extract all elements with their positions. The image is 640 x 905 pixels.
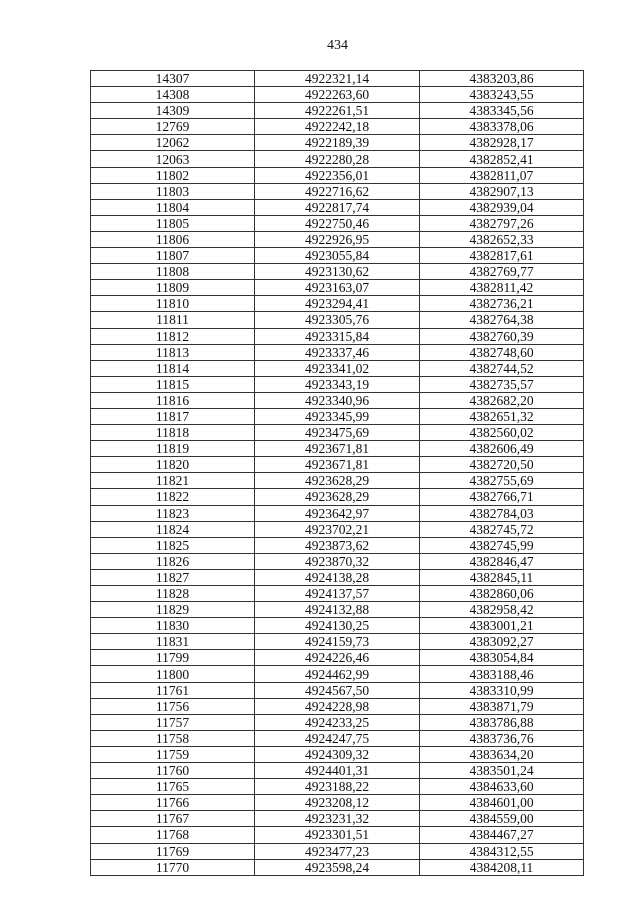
point-id-cell: 12062 xyxy=(91,135,255,151)
x-coordinate-cell: 4922261,51 xyxy=(255,103,420,119)
point-id-cell: 11809 xyxy=(91,280,255,296)
y-coordinate-cell: 4384601,00 xyxy=(420,795,584,811)
table-row xyxy=(91,473,584,489)
y-coordinate-cell: 4384633,60 xyxy=(420,779,584,795)
point-id-cell: 11768 xyxy=(91,827,255,843)
point-id-cell: 11807 xyxy=(91,248,255,264)
x-coordinate-cell: 4922280,28 xyxy=(255,151,420,167)
point-id-cell: 11808 xyxy=(91,264,255,280)
x-coordinate-cell: 4923315,84 xyxy=(255,328,420,344)
x-coordinate-cell: 4923598,24 xyxy=(255,859,420,875)
point-id-cell: 11802 xyxy=(91,167,255,183)
x-coordinate-cell: 4924247,75 xyxy=(255,730,420,746)
coordinates-table xyxy=(90,70,584,876)
x-coordinate-cell: 4924132,88 xyxy=(255,602,420,618)
y-coordinate-cell: 4383345,56 xyxy=(420,103,584,119)
y-coordinate-cell: 4382845,11 xyxy=(420,569,584,585)
y-coordinate-cell: 4382760,39 xyxy=(420,328,584,344)
point-id-cell: 11817 xyxy=(91,408,255,424)
y-coordinate-cell: 4382755,69 xyxy=(420,473,584,489)
point-id-cell: 11826 xyxy=(91,553,255,569)
point-id-cell: 14309 xyxy=(91,103,255,119)
x-coordinate-cell: 4923208,12 xyxy=(255,795,420,811)
table-row xyxy=(91,859,584,875)
y-coordinate-cell: 4383001,21 xyxy=(420,618,584,634)
table-row xyxy=(91,618,584,634)
x-coordinate-cell: 4922263,60 xyxy=(255,87,420,103)
point-id-cell: 11816 xyxy=(91,392,255,408)
y-coordinate-cell: 4383054,84 xyxy=(420,650,584,666)
y-coordinate-cell: 4383188,46 xyxy=(420,666,584,682)
table-row xyxy=(91,87,584,103)
x-coordinate-cell: 4922716,62 xyxy=(255,183,420,199)
point-id-cell: 11765 xyxy=(91,779,255,795)
y-coordinate-cell: 4382748,60 xyxy=(420,344,584,360)
x-coordinate-cell: 4923628,29 xyxy=(255,489,420,505)
table-row xyxy=(91,553,584,569)
point-id-cell: 11760 xyxy=(91,763,255,779)
point-id-cell: 11813 xyxy=(91,344,255,360)
x-coordinate-cell: 4924462,99 xyxy=(255,666,420,682)
table-row xyxy=(91,360,584,376)
y-coordinate-cell: 4383203,86 xyxy=(420,71,584,87)
point-id-cell: 11831 xyxy=(91,634,255,650)
point-id-cell: 11819 xyxy=(91,441,255,457)
x-coordinate-cell: 4923337,46 xyxy=(255,344,420,360)
point-id-cell: 11757 xyxy=(91,714,255,730)
table-row xyxy=(91,264,584,280)
x-coordinate-cell: 4923340,96 xyxy=(255,392,420,408)
table-row xyxy=(91,215,584,231)
point-id-cell: 14307 xyxy=(91,71,255,87)
table-row xyxy=(91,457,584,473)
x-coordinate-cell: 4922321,14 xyxy=(255,71,420,87)
x-coordinate-cell: 4924137,57 xyxy=(255,586,420,602)
x-coordinate-cell: 4923702,21 xyxy=(255,521,420,537)
y-coordinate-cell: 4382744,52 xyxy=(420,360,584,376)
y-coordinate-cell: 4382745,99 xyxy=(420,537,584,553)
y-coordinate-cell: 4383310,99 xyxy=(420,682,584,698)
table-row xyxy=(91,392,584,408)
point-id-cell: 11761 xyxy=(91,682,255,698)
point-id-cell: 11769 xyxy=(91,843,255,859)
table-row xyxy=(91,312,584,328)
y-coordinate-cell: 4383501,24 xyxy=(420,763,584,779)
x-coordinate-cell: 4923475,69 xyxy=(255,425,420,441)
table-row xyxy=(91,376,584,392)
x-coordinate-cell: 4923294,41 xyxy=(255,296,420,312)
point-id-cell: 11799 xyxy=(91,650,255,666)
y-coordinate-cell: 4382958,42 xyxy=(420,602,584,618)
point-id-cell: 11758 xyxy=(91,730,255,746)
x-coordinate-cell: 4923671,81 xyxy=(255,441,420,457)
x-coordinate-cell: 4923873,62 xyxy=(255,537,420,553)
y-coordinate-cell: 4382720,50 xyxy=(420,457,584,473)
x-coordinate-cell: 4923343,19 xyxy=(255,376,420,392)
x-coordinate-cell: 4923477,23 xyxy=(255,843,420,859)
x-coordinate-cell: 4922750,46 xyxy=(255,215,420,231)
x-coordinate-cell: 4924401,31 xyxy=(255,763,420,779)
table-row xyxy=(91,682,584,698)
point-id-cell: 11820 xyxy=(91,457,255,473)
x-coordinate-cell: 4924226,46 xyxy=(255,650,420,666)
y-coordinate-cell: 4383736,76 xyxy=(420,730,584,746)
point-id-cell: 11811 xyxy=(91,312,255,328)
page-number: 434 xyxy=(327,38,348,53)
table-row xyxy=(91,811,584,827)
table-row xyxy=(91,408,584,424)
point-id-cell: 11822 xyxy=(91,489,255,505)
y-coordinate-cell: 4382817,61 xyxy=(420,248,584,264)
y-coordinate-cell: 4383092,27 xyxy=(420,634,584,650)
point-id-cell: 11756 xyxy=(91,698,255,714)
point-id-cell: 11812 xyxy=(91,328,255,344)
point-id-cell: 12769 xyxy=(91,119,255,135)
y-coordinate-cell: 4382907,13 xyxy=(420,183,584,199)
x-coordinate-cell: 4924567,50 xyxy=(255,682,420,698)
table-row xyxy=(91,698,584,714)
y-coordinate-cell: 4383243,55 xyxy=(420,87,584,103)
table-row xyxy=(91,344,584,360)
x-coordinate-cell: 4924233,25 xyxy=(255,714,420,730)
x-coordinate-cell: 4923130,62 xyxy=(255,264,420,280)
x-coordinate-cell: 4924159,73 xyxy=(255,634,420,650)
point-id-cell: 11806 xyxy=(91,231,255,247)
y-coordinate-cell: 4382766,71 xyxy=(420,489,584,505)
point-id-cell: 11825 xyxy=(91,537,255,553)
x-coordinate-cell: 4923305,76 xyxy=(255,312,420,328)
table-row xyxy=(91,521,584,537)
y-coordinate-cell: 4382652,33 xyxy=(420,231,584,247)
y-coordinate-cell: 4383871,79 xyxy=(420,698,584,714)
table-row xyxy=(91,827,584,843)
y-coordinate-cell: 4384467,27 xyxy=(420,827,584,843)
table-row xyxy=(91,843,584,859)
table-row xyxy=(91,763,584,779)
y-coordinate-cell: 4383634,20 xyxy=(420,746,584,762)
x-coordinate-cell: 4923231,32 xyxy=(255,811,420,827)
point-id-cell: 11829 xyxy=(91,602,255,618)
y-coordinate-cell: 4382735,57 xyxy=(420,376,584,392)
table-row xyxy=(91,746,584,762)
x-coordinate-cell: 4922189,39 xyxy=(255,135,420,151)
table-row xyxy=(91,167,584,183)
y-coordinate-cell: 4382745,72 xyxy=(420,521,584,537)
point-id-cell: 11804 xyxy=(91,199,255,215)
y-coordinate-cell: 4382736,21 xyxy=(420,296,584,312)
table-row xyxy=(91,135,584,151)
y-coordinate-cell: 4382852,41 xyxy=(420,151,584,167)
point-id-cell: 14308 xyxy=(91,87,255,103)
table-row xyxy=(91,199,584,215)
y-coordinate-cell: 4382682,20 xyxy=(420,392,584,408)
x-coordinate-cell: 4922817,74 xyxy=(255,199,420,215)
table-row xyxy=(91,183,584,199)
point-id-cell: 11759 xyxy=(91,746,255,762)
x-coordinate-cell: 4923188,22 xyxy=(255,779,420,795)
table-row xyxy=(91,151,584,167)
table-row xyxy=(91,602,584,618)
point-id-cell: 11830 xyxy=(91,618,255,634)
table-row xyxy=(91,119,584,135)
x-coordinate-cell: 4922926,95 xyxy=(255,231,420,247)
y-coordinate-cell: 4383378,06 xyxy=(420,119,584,135)
table-row xyxy=(91,505,584,521)
table-row xyxy=(91,103,584,119)
table-row xyxy=(91,714,584,730)
x-coordinate-cell: 4923341,02 xyxy=(255,360,420,376)
point-id-cell: 11815 xyxy=(91,376,255,392)
point-id-cell: 11810 xyxy=(91,296,255,312)
y-coordinate-cell: 4382606,49 xyxy=(420,441,584,457)
y-coordinate-cell: 4384559,00 xyxy=(420,811,584,827)
point-id-cell: 11814 xyxy=(91,360,255,376)
point-id-cell: 11767 xyxy=(91,811,255,827)
x-coordinate-cell: 4923345,99 xyxy=(255,408,420,424)
point-id-cell: 11766 xyxy=(91,795,255,811)
table-row xyxy=(91,231,584,247)
y-coordinate-cell: 4384312,55 xyxy=(420,843,584,859)
table-row xyxy=(91,666,584,682)
x-coordinate-cell: 4923671,81 xyxy=(255,457,420,473)
point-id-cell: 11827 xyxy=(91,569,255,585)
y-coordinate-cell: 4382784,03 xyxy=(420,505,584,521)
point-id-cell: 11805 xyxy=(91,215,255,231)
table-row xyxy=(91,730,584,746)
table-row xyxy=(91,296,584,312)
table-row xyxy=(91,489,584,505)
table-row xyxy=(91,537,584,553)
table-row xyxy=(91,248,584,264)
y-coordinate-cell: 4382939,04 xyxy=(420,199,584,215)
x-coordinate-cell: 4923301,51 xyxy=(255,827,420,843)
x-coordinate-cell: 4922356,01 xyxy=(255,167,420,183)
point-id-cell: 11828 xyxy=(91,586,255,602)
table-row xyxy=(91,634,584,650)
table-row xyxy=(91,71,584,87)
point-id-cell: 12063 xyxy=(91,151,255,167)
y-coordinate-cell: 4384208,11 xyxy=(420,859,584,875)
point-id-cell: 11770 xyxy=(91,859,255,875)
x-coordinate-cell: 4923055,84 xyxy=(255,248,420,264)
y-coordinate-cell: 4382769,77 xyxy=(420,264,584,280)
table-row xyxy=(91,650,584,666)
y-coordinate-cell: 4382860,06 xyxy=(420,586,584,602)
point-id-cell: 11823 xyxy=(91,505,255,521)
y-coordinate-cell: 4382928,17 xyxy=(420,135,584,151)
table-row xyxy=(91,280,584,296)
x-coordinate-cell: 4924228,98 xyxy=(255,698,420,714)
table-row xyxy=(91,441,584,457)
x-coordinate-cell: 4923628,29 xyxy=(255,473,420,489)
table-row xyxy=(91,328,584,344)
point-id-cell: 11824 xyxy=(91,521,255,537)
coordinates-table-body xyxy=(91,71,584,876)
table-row xyxy=(91,569,584,585)
x-coordinate-cell: 4923642,97 xyxy=(255,505,420,521)
x-coordinate-cell: 4922242,18 xyxy=(255,119,420,135)
y-coordinate-cell: 4382651,32 xyxy=(420,408,584,424)
x-coordinate-cell: 4923870,32 xyxy=(255,553,420,569)
point-id-cell: 11818 xyxy=(91,425,255,441)
y-coordinate-cell: 4382560,02 xyxy=(420,425,584,441)
point-id-cell: 11800 xyxy=(91,666,255,682)
x-coordinate-cell: 4923163,07 xyxy=(255,280,420,296)
table-row xyxy=(91,795,584,811)
point-id-cell: 11803 xyxy=(91,183,255,199)
y-coordinate-cell: 4382764,38 xyxy=(420,312,584,328)
x-coordinate-cell: 4924130,25 xyxy=(255,618,420,634)
point-id-cell: 11821 xyxy=(91,473,255,489)
table-row xyxy=(91,779,584,795)
x-coordinate-cell: 4924138,28 xyxy=(255,569,420,585)
y-coordinate-cell: 4382811,07 xyxy=(420,167,584,183)
table-row xyxy=(91,586,584,602)
y-coordinate-cell: 4382811,42 xyxy=(420,280,584,296)
y-coordinate-cell: 4383786,88 xyxy=(420,714,584,730)
table-row xyxy=(91,425,584,441)
y-coordinate-cell: 4382797,26 xyxy=(420,215,584,231)
x-coordinate-cell: 4924309,32 xyxy=(255,746,420,762)
y-coordinate-cell: 4382846,47 xyxy=(420,553,584,569)
